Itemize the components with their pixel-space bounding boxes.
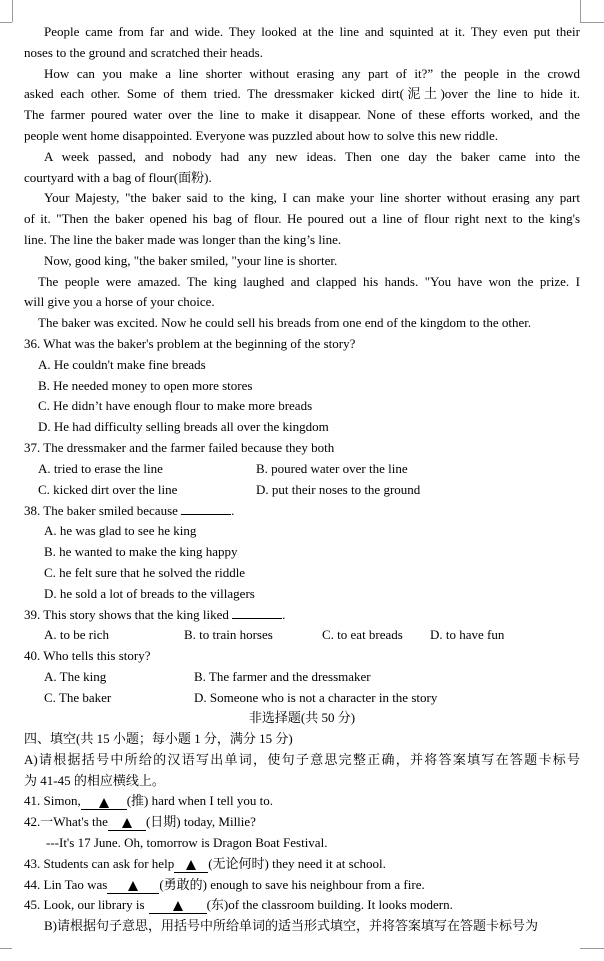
question-37 [24,438,580,500]
question-36 [24,334,580,438]
answer-blank [149,897,207,914]
triangle-marker-icon [128,881,138,891]
answer-option: D. Someone who is not a character in the story [194,689,438,705]
question-stem: 40. Who tells this story? [24,647,151,663]
answer-option: A. to be rich [44,627,109,643]
question-text: today, Millie? [180,814,256,830]
story-line: Your Majesty, "the baker said to the king, I can make your line shorter without erasing any part [44,190,580,206]
story-line: courtyard with a bag of flour(面粉). [24,169,212,185]
answer-option: C. He didn’t have enough flour to make more breads [38,398,313,414]
question-stem-end: . [282,607,286,623]
option-row [24,667,580,688]
answer-option: A. tried to erase the line [38,460,163,476]
crop-mark [0,22,12,23]
answer-blank [108,814,146,831]
option-row [24,625,580,646]
chinese-hint: (无论何时) [208,855,269,871]
story-passage [24,22,580,334]
instruction-text: 为 41-45 的相应横线上。 [24,772,165,788]
chinese-hint: (日期) [145,814,181,830]
answer-blank [107,877,159,894]
question-text: 43. Students can ask for help [24,855,175,871]
answer-option: A. He couldn't make fine breads [38,356,206,372]
crop-mark [12,0,13,22]
question-stem-text: 39. This story shows that the king liked [24,607,229,623]
chinese-hint: (东) [206,897,229,913]
story-line: A week passed, and nobody had any new ideas. Then one day the baker came into the [44,148,580,164]
answer-option: C. to eat breads [322,627,403,643]
answer-option: B. to train horses [184,627,273,643]
question-text: 45. Look, our library is [24,897,145,913]
triangle-marker-icon [99,798,109,808]
answer-option: C. he felt sure that he solved the riddle [44,564,246,580]
answer-option: B. he wanted to make the king happy [44,543,238,559]
question-stem-end: . [231,503,235,519]
question-text: of the classroom building. It looks modern. [228,897,453,913]
fill-question-42 [24,812,580,833]
story-line: asked each other. Some of them tried. The dressmaker kicked dirt(泥土)over the line to hide it. [24,86,580,102]
answer-blank [81,793,127,810]
answer-blank [181,500,231,515]
section-heading: 四、填空(共 15 小题；每小题 1 分，满分 15 分) [24,731,293,747]
answer-option: B. He needed money to open more stores [38,377,253,393]
answer-option: D. put their noses to the ground [256,481,421,497]
answer-blank [232,604,282,619]
option-row [24,459,580,480]
fill-question-41 [24,791,580,812]
crop-mark [580,948,604,949]
answer-option: D. he sold a lot of breads to the villagers [44,585,255,601]
crop-mark [580,22,604,23]
story-line: The farmer poured water over the line to make it disappear. None of these efforts worked, and the [24,107,580,123]
question-text: they need it at school. [268,855,386,871]
story-line: How can you make a line shorter without erasing any part of it?” the people in the crowd [44,65,580,81]
answer-option: D. to have fun [430,627,505,643]
document-page [24,22,580,937]
question-39 [24,604,580,646]
answer-option: B. poured water over the line [256,460,408,476]
triangle-marker-icon [186,860,196,870]
story-line: line. The line the baker made was longer than the king’s line. [24,231,342,247]
question-text: enough to save his neighbour from a fire. [207,876,425,892]
question-40 [24,646,580,708]
crop-mark [580,0,581,22]
fill-question-44 [24,875,580,896]
answer-option: C. kicked dirt over the line [38,481,178,497]
story-line: Now, good king, "the baker smiled, "your line is shorter. [44,252,338,268]
question-stem [24,500,580,521]
question-text: 44. Lin Tao was [24,876,108,892]
story-line: of it. "Then the baker opened his bag of flour. He poured out a line of flour right next to the king's [24,211,580,227]
answer-option: A. he was glad to see he king [44,523,197,539]
instruction-text: A)请根据括号中所给的汉语写出单词，使句子意思完整正确，并将答案填写在答题卡标号 [24,751,580,767]
answer-blank [174,856,208,873]
crop-mark [0,948,12,949]
question-38 [24,500,580,604]
story-line: The people were amazed. The king laughed and clapped his hands. "You have won the prize. I [38,273,580,289]
chinese-hint: (推) [126,793,149,809]
question-stem-text: 38. The baker smiled because [24,503,178,519]
answer-option: B. The farmer and the dressmaker [194,668,371,684]
story-line: will give you a horse of your choice. [24,294,215,310]
story-line: The baker was excited. Now he could sell his breads from one end of the kingdom to the other. [38,315,532,331]
story-line: noses to the ground and scratched their heads. [24,44,263,60]
option-row [24,480,580,501]
question-stem: 36. What was the baker's problem at the beginning of the story? [24,335,356,351]
chinese-hint: (勇敢的) [159,876,208,892]
question-stem: 37. The dressmaker and the farmer failed because they both [24,439,335,455]
fill-question-43 [24,854,580,875]
question-stem [24,604,580,625]
triangle-marker-icon [122,818,132,828]
question-text: 42.一What's the [24,814,108,830]
section-title: 非选择题(共 50 分) [248,710,356,726]
instruction-text: B)请根据句子意思，用括号中所给单词的适当形式填空，并将答案填写在答题卡标号为 [44,918,539,934]
answer-option: D. He had difficulty selling breads all over the kingdom [38,419,329,435]
question-text: 41. Simon, [24,793,81,809]
story-line: People came from far and wide. They looked at the line and squinted at it. They even put their [44,24,580,39]
question-text: hard when I tell you to. [148,793,273,809]
option-row [24,688,580,709]
answer-option: C. The baker [44,689,112,705]
triangle-marker-icon [173,901,183,911]
fill-question-45 [24,895,580,916]
answer-option: A. The king [44,668,107,684]
dialogue-reply: ---It's 17 June. Oh, tomorrow is Dragon Boat Festival. [46,835,328,851]
story-line: people went home disappointed. Everyone was puzzled about how to solve this new riddle. [24,127,499,143]
